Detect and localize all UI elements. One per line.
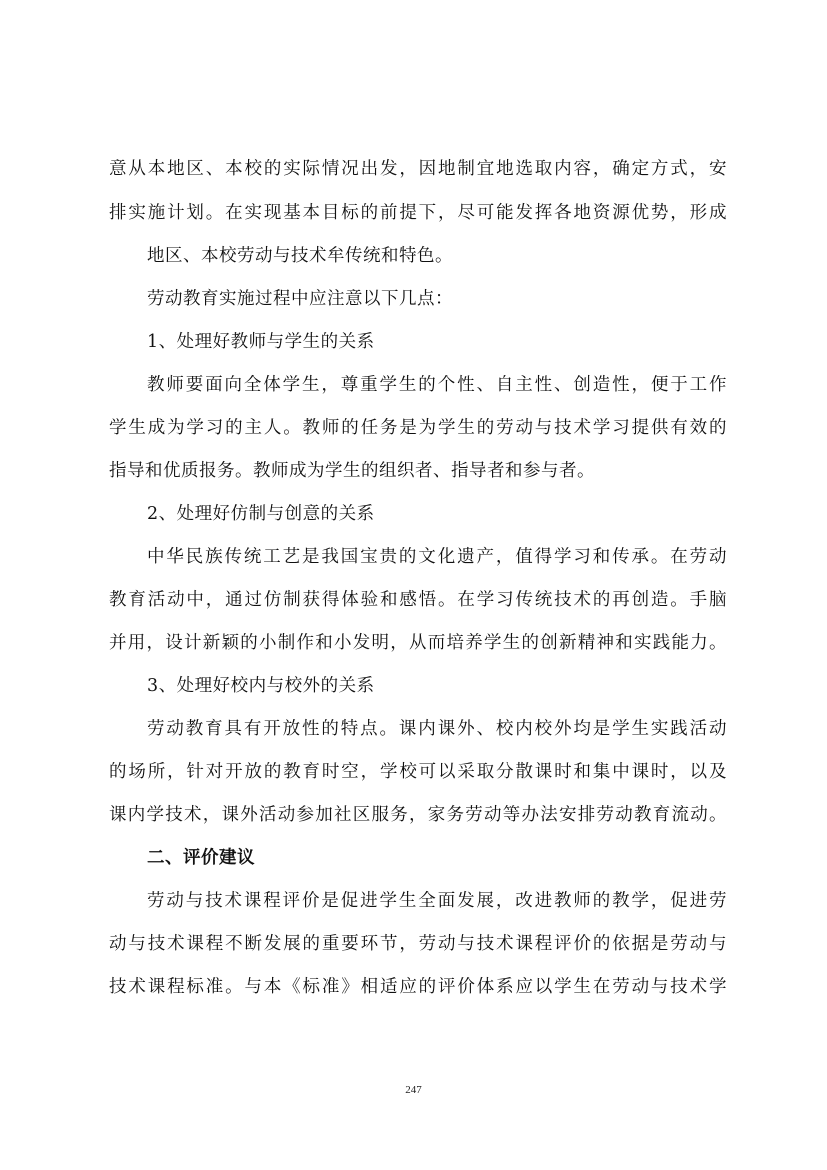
section-heading: 1、处理好教师与学生的关系 bbox=[147, 332, 375, 352]
text-line: 的场所，针对开放的教育时空，学校可以采取分散课时和集中课时，以及 bbox=[109, 762, 727, 782]
text-line: 动与技术课程不断发展的重要环节，劳动与技术课程评价的依据是劳动与 bbox=[109, 934, 727, 954]
text-line: 并用，设计新颖的小制作和小发明，从而培养学生的创新精神和实践能力。 bbox=[109, 633, 727, 653]
text-line: 课内学技术，课外活动参加社区服务，家务劳动等办法安排劳动教育流动。 bbox=[109, 805, 727, 825]
chapter-heading: 二、评价建议 bbox=[147, 848, 255, 868]
text-line: 教师要面向全体学生，尊重学生的个性、自主性、创造性，便于工作 bbox=[147, 375, 727, 395]
text-line: 劳动教育实施过程中应注意以下几点： bbox=[147, 289, 453, 309]
text-line: 指导和优质报务。教师成为学生的组织者、指导者和参与者。 bbox=[109, 461, 595, 481]
text-line: 教育活动中，通过仿制获得体验和感悟。在学习传统技术的再创造。手脑 bbox=[109, 590, 727, 610]
text-line: 中华民族传统工艺是我国宝贵的文化遗产，值得学习和传承。在劳动 bbox=[147, 547, 727, 567]
section-heading: 3、处理好校内与校外的关系 bbox=[147, 676, 375, 696]
text-line: 地区、本校劳动与技术牟传统和特色。 bbox=[147, 246, 453, 266]
text-line: 技术课程标准。与本《标准》相适应的评价体系应以学生在劳动与技术学 bbox=[109, 977, 727, 997]
text-line: 劳动与技术课程评价是促进学生全面发展，改进教师的教学，促进劳 bbox=[147, 891, 727, 911]
text-line: 劳动教育具有开放性的特点。课内课外、校内校外均是学生实践活动 bbox=[147, 719, 727, 739]
text-line: 排实施计划。在实现基本目标的前提下，尽可能发挥各地资源优势，形成 bbox=[109, 203, 727, 223]
text-line: 学生成为学习的主人。教师的任务是为学生的劳动与技术学习提供有效的 bbox=[109, 418, 727, 438]
page-number: 247 bbox=[405, 1084, 422, 1096]
section-heading: 2、处理好仿制与创意的关系 bbox=[147, 504, 375, 524]
text-line: 意从本地区、本校的实际情况出发，因地制宜地选取内容，确定方式，安 bbox=[109, 159, 727, 179]
